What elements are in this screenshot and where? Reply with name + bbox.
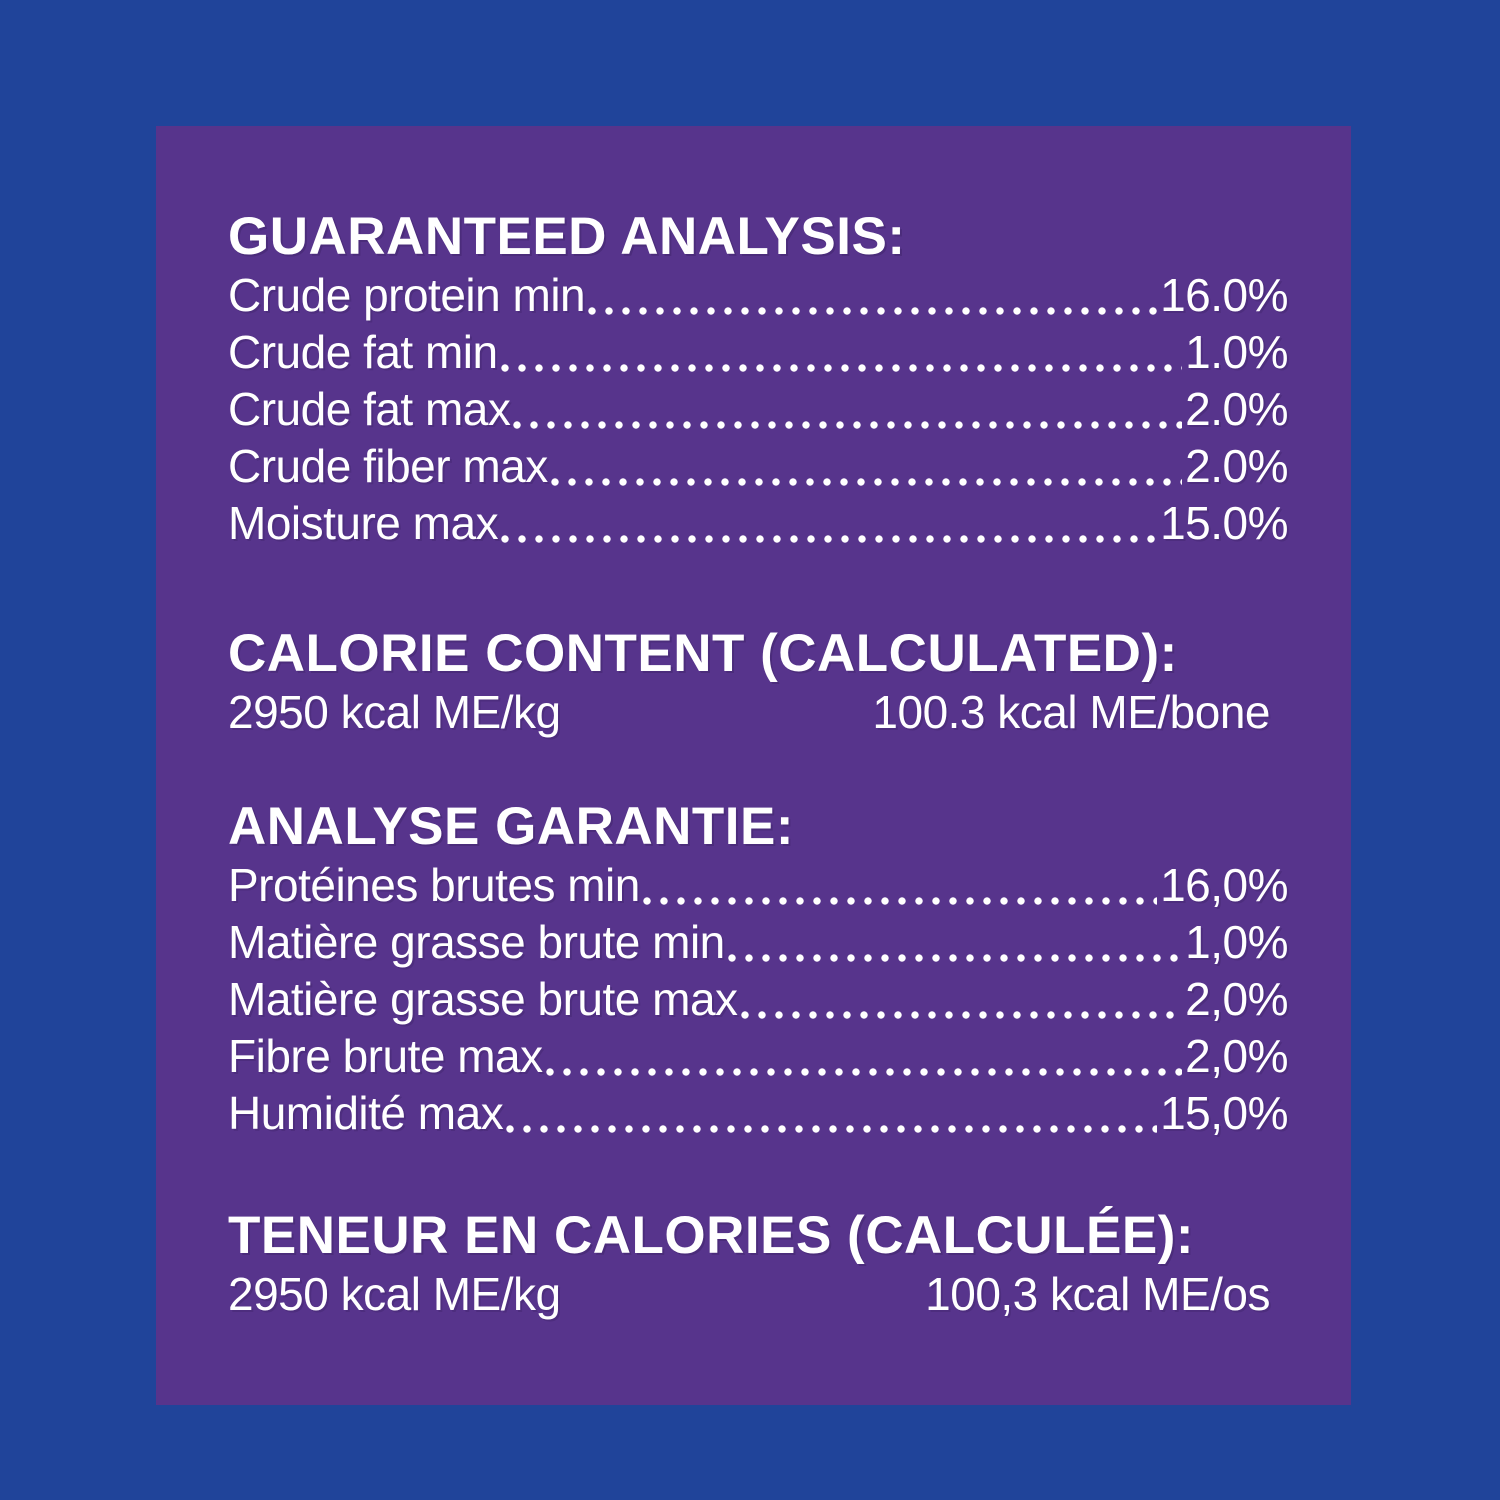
dot-leader [501, 535, 1157, 543]
table-row [228, 914, 1288, 971]
guaranteed-analysis-heading: GUARANTEED ANALYSIS: [228, 207, 906, 266]
row-value: 15.0% [1160, 497, 1288, 549]
row-value: 2,0% [1185, 973, 1288, 1025]
dot-leader [501, 364, 1183, 372]
table-row [228, 267, 1288, 324]
dot-leader [588, 307, 1157, 315]
analyse-garantie-table [228, 857, 1288, 1142]
row-value: 2,0% [1185, 1030, 1288, 1082]
dot-leader [728, 954, 1182, 962]
row-label: Fibre brute max [228, 1030, 543, 1082]
row-label: Crude fiber max [228, 440, 548, 492]
table-row [228, 495, 1288, 552]
dot-leader [506, 1125, 1157, 1133]
teneur-calories-heading: TENEUR EN CALORIES (CALCULÉE): [228, 1206, 1195, 1265]
dot-leader [741, 1011, 1183, 1019]
teneur-calories-values [228, 1266, 1288, 1323]
row-value: 16.0% [1160, 269, 1288, 321]
row-value: 15,0% [1160, 1087, 1288, 1139]
row-value: 2.0% [1185, 440, 1288, 492]
table-row [228, 438, 1288, 495]
row-label: Protéines brutes min [228, 859, 640, 911]
calorie-per-kg-fr: 2950 kcal ME/kg [228, 1268, 561, 1320]
row-label: Humidité max [228, 1087, 504, 1139]
dot-leader [643, 897, 1157, 905]
calorie-per-kg: 2950 kcal ME/kg [228, 686, 561, 738]
row-label: Moisture max [228, 497, 499, 549]
table-row [228, 1085, 1288, 1142]
row-value: 1.0% [1185, 326, 1288, 378]
row-label: Matière grasse brute max [228, 973, 738, 1025]
table-row [228, 324, 1288, 381]
row-label: Crude fat max [228, 383, 511, 435]
row-label: Crude fat min [228, 326, 498, 378]
row-label: Matière grasse brute min [228, 916, 725, 968]
nutrition-label-panel [156, 126, 1351, 1405]
table-row [228, 381, 1288, 438]
calorie-per-os: 100,3 kcal ME/os [925, 1268, 1270, 1320]
dot-leader [546, 1068, 1183, 1076]
row-value: 16,0% [1160, 859, 1288, 911]
analyse-garantie-heading: ANALYSE GARANTIE: [228, 797, 795, 856]
table-row [228, 1028, 1288, 1085]
dot-leader [551, 478, 1182, 486]
row-value: 2.0% [1185, 383, 1288, 435]
calorie-content-values [228, 684, 1288, 741]
row-label: Crude protein min [228, 269, 586, 321]
guaranteed-analysis-table [228, 267, 1288, 552]
table-row [228, 857, 1288, 914]
table-row [228, 971, 1288, 1028]
calorie-content-heading: CALORIE CONTENT (CALCULATED): [228, 624, 1178, 683]
row-value: 1,0% [1185, 916, 1288, 968]
calorie-per-bone: 100.3 kcal ME/bone [872, 686, 1270, 738]
dot-leader [513, 421, 1182, 429]
